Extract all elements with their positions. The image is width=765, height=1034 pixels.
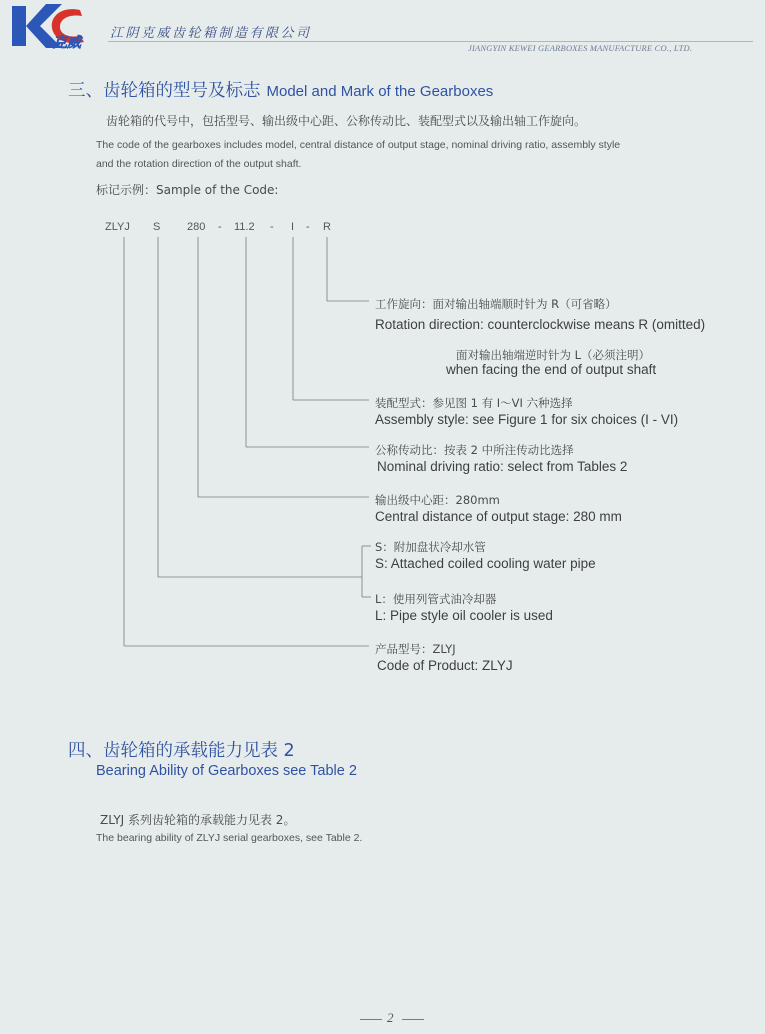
- code-separator: -: [270, 221, 274, 233]
- annotation-l-cn: L：使用列管式油冷却器: [375, 592, 497, 606]
- section3-title-cn: 三、齿轮箱的型号及标志: [68, 81, 261, 101]
- code-separator: -: [218, 221, 222, 233]
- section4-title-cn: 四、齿轮箱的承载能力见表 2: [68, 741, 295, 761]
- annotation-rotation-en: Rotation direction: counterclockwise means R (omitted): [375, 317, 706, 332]
- code-separator: -: [306, 221, 310, 233]
- section4-title-en: Bearing Ability of Gearboxes see Table 2: [96, 763, 357, 779]
- annotation-rotation-cn: 工作旋向：面对输出轴端顺时针为 R（可省略）: [375, 297, 617, 311]
- company-name-cn: 江阴克威齿轮箱制造有限公司: [110, 26, 312, 41]
- page-number-rule-right: [402, 1019, 424, 1020]
- annotation-product-cn: 产品型号：ZLYJ: [375, 642, 456, 656]
- intro-en-line1: The code of the gearboxes includes model, central distance of output stage, nominal driving ratio, assembly style: [96, 139, 621, 151]
- code-model: ZLYJ: [105, 221, 130, 233]
- page-number: 2: [387, 1010, 394, 1025]
- annotation-ratio-en: Nominal driving ratio: select from Tables 2: [377, 459, 628, 474]
- sample-label: 标记示例：Sample of the Code:: [96, 183, 279, 197]
- code-distance: 280: [187, 221, 206, 233]
- code-cooling: S: [153, 221, 161, 233]
- annotation-distance-cn: 输出级中心距：280mm: [375, 493, 500, 507]
- section3-title-en: Model and Mark of the Gearboxes: [266, 83, 494, 100]
- code-ratio: 11.2: [234, 221, 255, 233]
- annotation-assembly-en: Assembly style: see Figure 1 for six choices (I - VI): [375, 412, 679, 427]
- section4-text-en: The bearing ability of ZLYJ serial gearboxes, see Table 2.: [96, 832, 363, 844]
- annotation-product-en: Code of Product: ZLYJ: [377, 658, 513, 673]
- annotation-ratio-cn: 公称传动比：按表 2 中所注传动比选择: [375, 443, 574, 457]
- annotation-rotation-cn-2: 面对输出轴端逆时针为 L（必须注明）: [456, 348, 651, 362]
- company-name-en: JIANGYIN KEWEI GEARBOXES MANUFACTURE CO., LTD.: [468, 43, 693, 53]
- annotation-rotation-en-2: when facing the end of output shaft: [446, 362, 657, 377]
- intro-cn: 齿轮箱的代号中，包括型号、输出级中心距、公称传动比、装配型式以及输出轴工作旋向。: [106, 114, 587, 128]
- logo-text: 克威: [53, 35, 81, 51]
- page-number-rule-left: [360, 1019, 382, 1020]
- intro-en-line2: and the rotation direction of the output shaft.: [96, 158, 302, 170]
- annotation-distance-en: Central distance of output stage: 280 mm: [375, 509, 622, 524]
- annotation-s-cn: S：附加盘状冷却水管: [375, 540, 486, 554]
- annotation-l-en: L: Pipe style oil cooler is used: [375, 608, 553, 623]
- annotation-s-en: S: Attached coiled cooling water pipe: [375, 556, 596, 571]
- code-assembly: I: [291, 221, 295, 233]
- code-rotation: R: [323, 221, 331, 233]
- annotation-assembly-cn: 装配型式：参见图 1 有 I～VI 六种选择: [375, 396, 573, 410]
- section4-text-cn: ZLYJ 系列齿轮箱的承载能力见表 2。: [100, 813, 296, 827]
